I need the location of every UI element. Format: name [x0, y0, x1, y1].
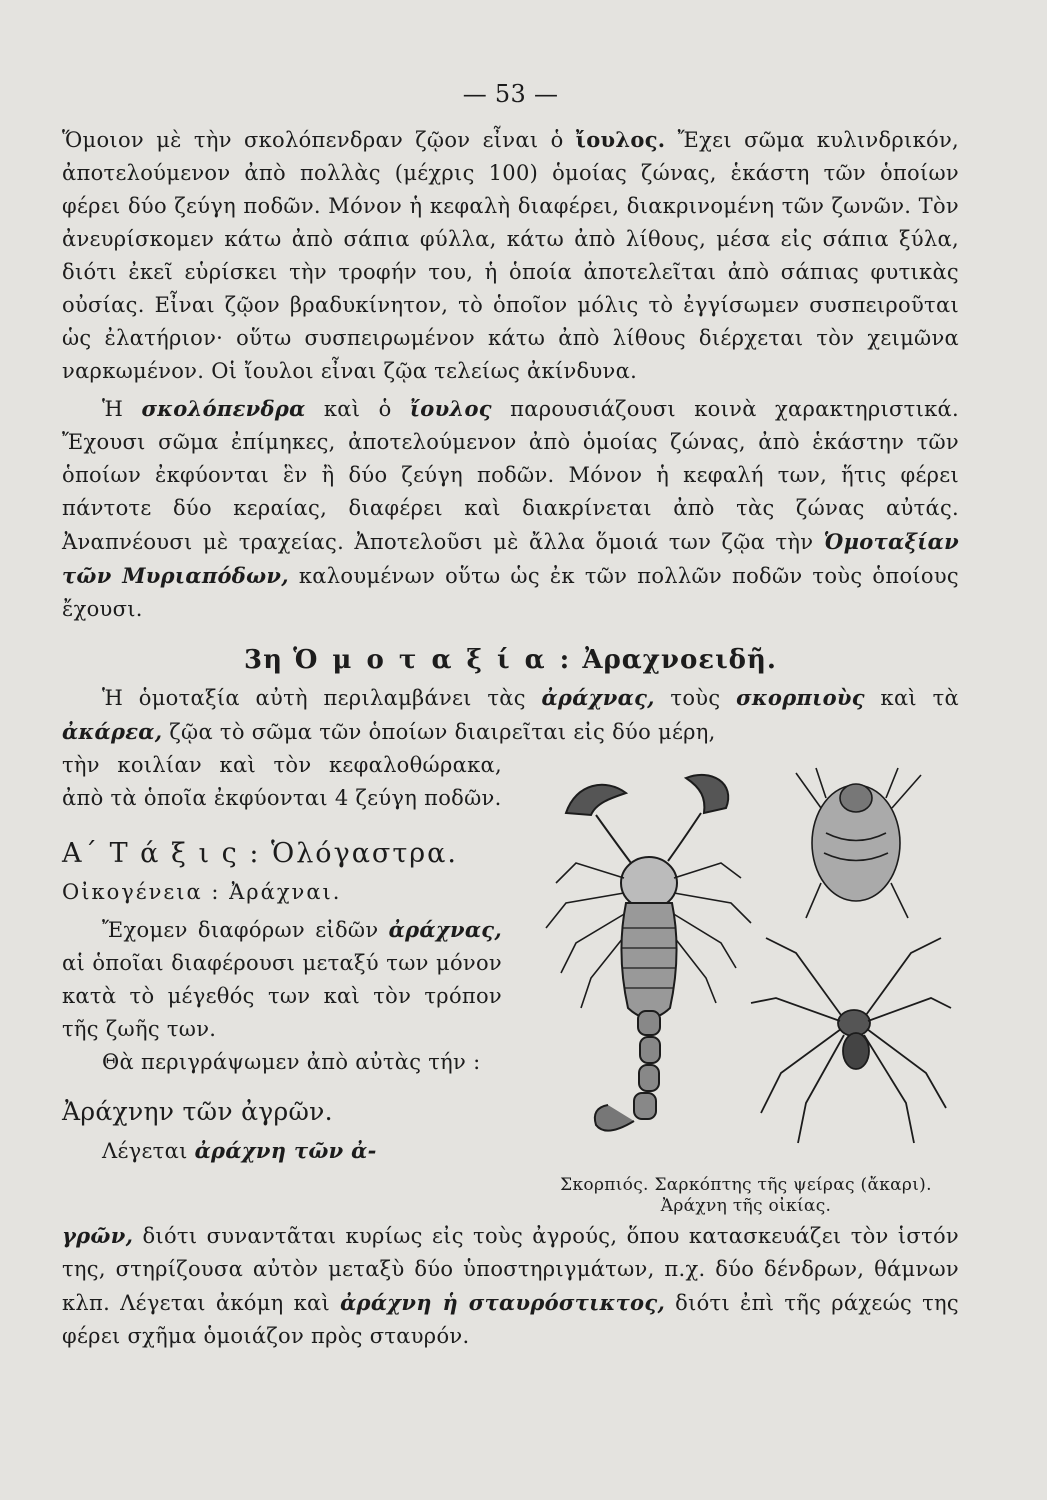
two-column-area	[62, 749, 959, 1217]
paragraph-field-spider: γρῶν, διότι συναντᾶται κυρίως εἰς τοὺς ἀγρούς, ὅπου κατασκευάζει τὸν ἱστόν της, στηρίζουσα αὐτὸν μεταξὺ δύο ὑποστηριγμάτων, π.χ. δύο δένδρων, θάμνων κλπ. Λέγεται ἀκόμη καὶ ἀράχνη ἡ σταυρόστικτος, διότι ἐπὶ τῆς ράχεώς της φέρει σχῆμα ὁμοιάζον πρὸς σταυρόν.	[62, 1223, 959, 1348]
paragraph-iulus: Ὅμοιον μὲ τὴν σκολόπενδραν ζῷον εἶναι ὁ ἴουλος. Ἔχει σῶμα κυλινδρικόν, ἀποτελούμενον ἀπὸ πολλὰς (μέχρις 100) ὁμοίας ζώνας, ἑκάστη τῶν ὁποίων φέρει δύο ζεύγη ποδῶν. Μόνον ἡ κεφαλὴ διαφέρει, διακρινομένη τῶν ζωνῶν. Τὸν ἀνευρίσκομεν κάτω ἀπὸ σάπια φύλλα, κάτω ἀπὸ λίθους, μέσα εἰς σάπια ξύλα, διότι ἐκεῖ εὑρίσκει τὴν τροφήν του, ἡ ὁποία ἀποτελεῖται ἀπὸ σάπιας φυτικὰς οὐσίας. Εἶναι ζῷον βραδυκίνητον, τὸ ὁποῖον μόλις τὸ ἐγγίσωμεν συσπειροῦται ὡς ἐλατήριον· οὕτω συσπειρωμένον κάτω ἀπὸ λίθους διέρχεται τὸν χειμῶνα ναρκωμένον. Οἱ ἴουλοι εἶναι ζῷα τελείως ἀκίνδυνα.	[62, 127, 959, 383]
paragraph-continuation: τὴν κοιλίαν καὶ τὸν κεφαλοθώρακα, ἀπὸ τὰ ὁποῖα ἐκφύονται 4 ζεύγη ποδῶν.	[62, 753, 502, 810]
order-heading: Α΄ Τ ά ξ ι ς : Ὁλόγαστρα.	[62, 838, 458, 869]
left-column	[62, 749, 502, 1217]
figure-caption: Σκορπιός. Σαρκόπτης τῆς ψείρας (ἄκαρι). Ἀράχνη τῆς οἰκίας.	[560, 1175, 932, 1216]
house-spider-illustration	[751, 938, 951, 1143]
paragraph-spider-kinds: Ἔχομεν διαφόρων εἰδῶν ἀράχνας, αἱ ὁποῖαι διαφέρουσι μεταξύ των μόνον κατὰ τὸ μέγεθός των καὶ τὸν τρόπον τῆς ζωῆς των.	[62, 917, 502, 1041]
subheading-field-spider: Ἀράχνην τῶν ἀγρῶν.	[62, 1097, 333, 1126]
paragraph-arachnida-intro: Ἡ ὁμοταξία αὐτὴ περιλαμβάνει τὰς ἀράχνας, τοὺς σκορπιοὺς καὶ τὰ ἀκάρεα, ζῷα τὸ σῶμα τῶν ὁποίων διαιρεῖται εἰς δύο μέρη,	[62, 685, 959, 744]
arachnids-illustration	[536, 753, 956, 1173]
section-heading: 3η Ὁ μ ο τ α ξ ί α : Ἀραχνοειδῆ.	[244, 645, 777, 675]
family-heading: Οἰκογένεια : Ἀράχναι.	[62, 880, 342, 904]
sarcoptes-mite-illustration	[796, 768, 921, 918]
scorpion-illustration	[546, 775, 751, 1131]
page-number: — 53 —	[462, 80, 559, 108]
paragraph-field-spider-start: Λέγεται ἀράχνη τῶν ἀ-	[102, 1138, 377, 1163]
paragraph-myriapoda: Ἡ σκολόπενδρα καὶ ὁ ἴουλος παρουσιάζουσι κοινὰ χαρακτηριστικά. Ἔχουσι σῶμα ἐπίμηκες, ἀποτελούμενον ἀπὸ ὁμοίας ζώνας, ἀπὸ ἑκάστην τῶν ὁποίων ἐκφύονται ἓν ἢ δύο ζεύγη ποδῶν. Μόνον ἡ κεφαλή των, ἥτις φέρει πάντοτε δύο κεραίας, διαφέρει καὶ διακρίνεται ἀπὸ τὰς ζώνας αὐτάς. Ἀναπνέουσι μὲ τραχείας. Ἀποτελοῦσι μὲ ἄλλα ὅμοιά των ζῷα τὴν Ὁμοταξίαν τῶν Μυριαπόδων, καλουμένων οὕτω ὡς ἐκ τῶν πολλῶν ποδῶν τοὺς ὁποίους ἔχουσι.	[62, 396, 959, 621]
paragraph-describe: Θὰ περιγράψωμεν ἀπὸ αὐτὰς τήν :	[102, 1050, 481, 1074]
figure-arachnids	[536, 749, 956, 1217]
